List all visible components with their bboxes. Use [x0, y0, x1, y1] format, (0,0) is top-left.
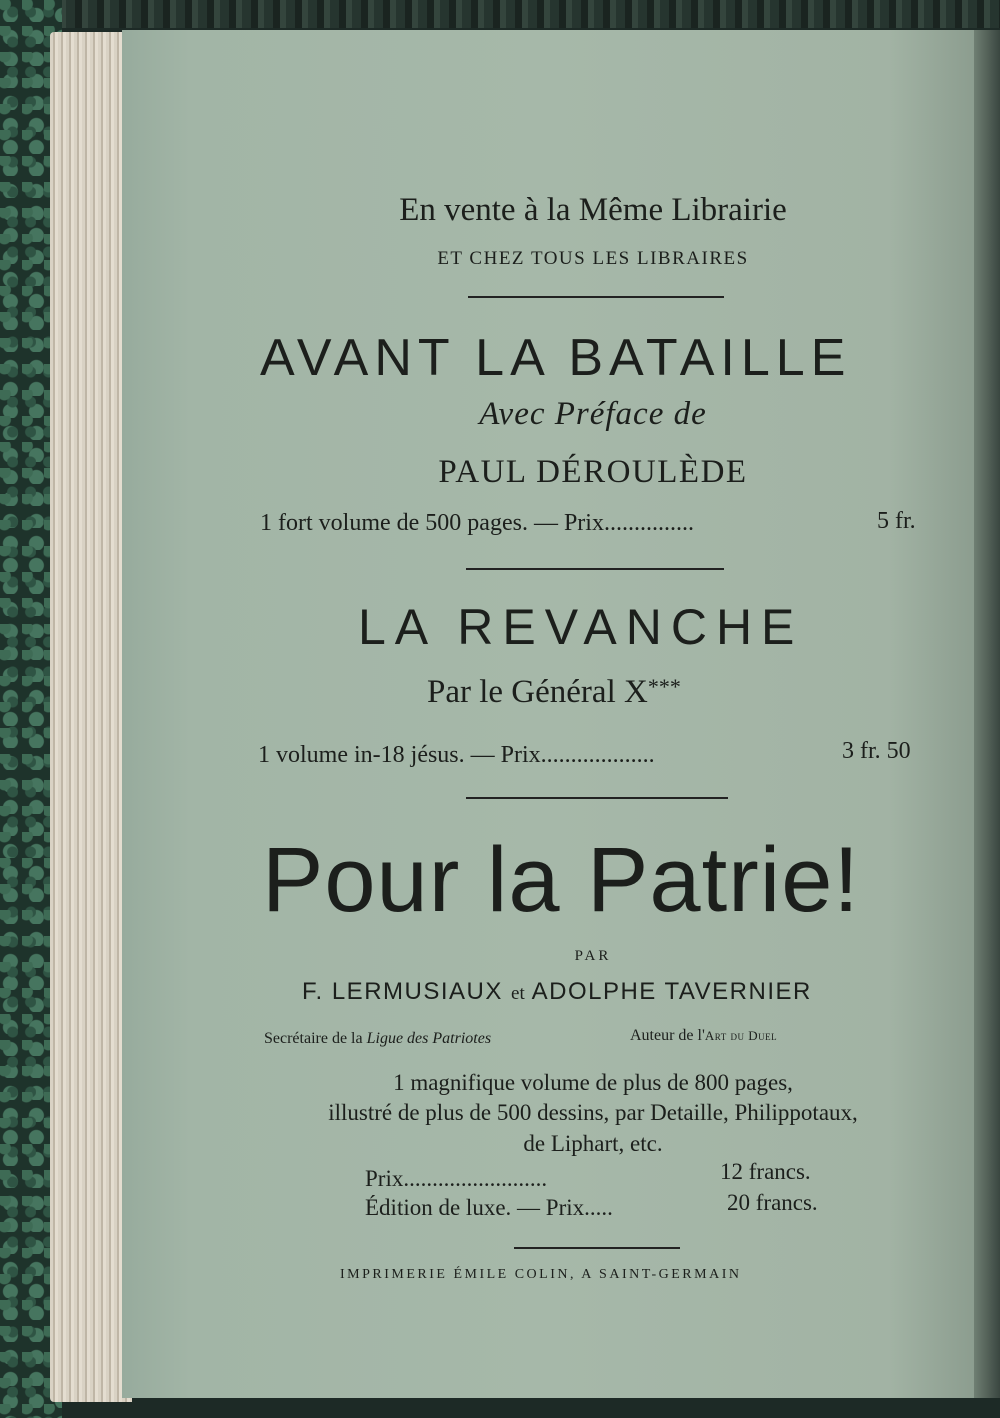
par-label: PAR: [574, 948, 612, 964]
preface-line: Avec Préface de: [479, 396, 707, 432]
luxe-edition-label: Édition de luxe. — Prix.....: [365, 1195, 613, 1220]
catalogue-heading: En vente à la Même Librairie: [399, 192, 787, 228]
book-description-2: 1 volume in-18 jésus. — Prix...................: [258, 742, 655, 768]
author-conjunction: et: [511, 983, 525, 1004]
book-title-la-revanche: LA REVANCHE: [358, 599, 804, 655]
book-description-3-line-3: de Liphart, etc.: [523, 1131, 663, 1156]
book-author-2: [427, 674, 681, 711]
author2-role-prefix: Auteur de l': [630, 1027, 705, 1044]
book-price-1: 5 fr.: [877, 508, 916, 534]
book-title-pour-la-patrie: Pour la Patrie!: [262, 829, 860, 931]
book-description-3-line-1: 1 magnifique volume de plus de 800 pages,: [393, 1070, 793, 1095]
author-lermusiaux: F. LERMUSIAUX: [302, 978, 503, 1005]
author1-role-italic: Ligue des Patriotes: [366, 1030, 492, 1047]
divider-rule-1: [468, 296, 724, 298]
luxe-edition-price: 20 francs.: [727, 1190, 818, 1215]
book-authors-3: [302, 978, 812, 1006]
book-price-3: 12 francs.: [720, 1159, 811, 1184]
printer-imprint: IMPRIMERIE ÉMILE COLIN, A SAINT-GERMAIN: [340, 1267, 742, 1282]
divider-rule-4: [514, 1247, 680, 1249]
author1-role-prefix: Secrétaire de la: [264, 1030, 363, 1047]
divider-rule-3: [466, 797, 728, 799]
book-title-avant-la-bataille: AVANT LA BATAILLE: [260, 329, 852, 387]
author-asterisks: ***: [647, 674, 681, 699]
author2-role: [630, 1027, 777, 1045]
author1-role: [264, 1030, 491, 1048]
author-tavernier: ADOLPHE TAVERNIER: [531, 978, 812, 1005]
book-top-edge: [0, 0, 1000, 28]
advertisement-page: [122, 30, 974, 1398]
page-stack-edge: [50, 32, 132, 1402]
catalogue-subheading: ET CHEZ TOUS LES LIBRAIRES: [437, 248, 749, 269]
price-label-3: Prix.........................: [365, 1166, 548, 1191]
divider-rule-2: [466, 568, 724, 570]
book-description-1: 1 fort volume de 500 pages. — Prix...............: [260, 510, 694, 536]
author-name: Par le Général X: [427, 674, 648, 710]
book-description-3-line-2: illustré de plus de 500 dessins, par Detaille, Philippotaux,: [328, 1100, 858, 1125]
book-price-2: 3 fr. 50: [842, 738, 911, 764]
preface-author: PAUL DÉROULÈDE: [438, 454, 748, 490]
author2-role-work: Art du Duel: [704, 1028, 778, 1043]
page-gutter: [974, 30, 1000, 1398]
